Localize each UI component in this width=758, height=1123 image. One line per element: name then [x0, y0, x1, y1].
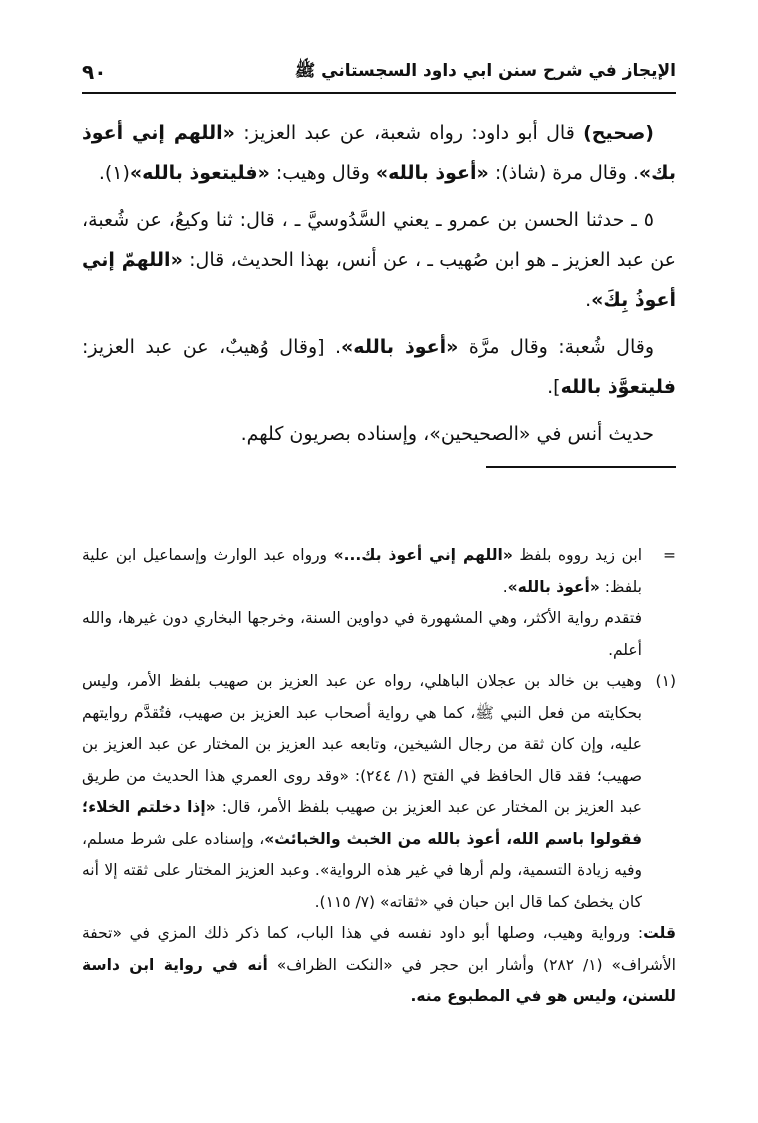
quote-bold: «اللهم إني أعوذ بك...»	[333, 546, 513, 564]
quote-bold: أنه في رواية ابن داسة للسنن، وليس هو في المطبوع منه.	[82, 955, 676, 1005]
footnote-text	[82, 666, 642, 918]
paragraph-hadith-5	[82, 200, 676, 320]
footnote-continuation-2	[82, 603, 676, 666]
text-span: ابن زيد رووه بلفظ	[512, 546, 643, 564]
text-span: قال أبو داود: رواه شعبة، عن عبد العزيز:	[234, 122, 584, 144]
quote-bold: «أعوذ بالله»	[507, 577, 600, 596]
quote-bold: فليتعوَّذ بالله	[560, 376, 676, 398]
quote-bold: «أعوذ بالله»	[341, 336, 459, 358]
text-span: وهيب بن خالد بن عجلان الباهلي، رواه عن عبد العزيز بن صهيب بلفظ الأمر، وليس بحكايته من فعل النبي ﷺ، كما هي رواية أصحاب عبد العزيز بن صهيب، فتُقدَّم روايتهم عليه، وإن كان ثقة من رجال الشيخين، وتابعه عبد العزيز بن المختار عن عبد العزيز بن صهيب؛ فقد قال الحافظ في الفتح (١/ ٢٤٤): «وقد روى العمري هذا الحديث من طريق عبد العزيز بن المختار عن عبد العزيز بن صهيب بلفظ الأمر، قال:	[82, 672, 643, 816]
text-span: وقال شُعبة: وقال مرَّة	[458, 336, 654, 358]
footnote-text	[82, 540, 642, 603]
text-span: ، وإسناده على شرط مسلم، وفيه زيادة التسمية، ولم أرها في غير هذه الرواية». وعبد العزيز المختار على ثقته إلا أنه كان يخطئ كما قال ابن حبان في «ثقاته» (٧/ ١١٥).	[82, 829, 642, 911]
text-span: . [وقال وُهيبٌ، عن عبد العزيز:	[82, 336, 342, 358]
text-span: وقال وهيب:	[269, 162, 376, 184]
footnote-marker: =	[663, 546, 676, 564]
text-span: ].	[547, 376, 561, 398]
main-text	[82, 113, 676, 468]
running-header	[82, 52, 676, 94]
footnote-qult	[82, 918, 676, 1013]
quote-bold: «أعوذ بالله»	[375, 162, 489, 184]
paragraph-shuba	[82, 327, 676, 407]
quote-bold: «اللهمّ إني أعوذُ بِكَ»	[82, 249, 676, 311]
qult-label: قلت	[643, 924, 676, 942]
footnote-text	[82, 918, 676, 1013]
text-span: ٥ ـ حدثنا الحسن بن عمرو ـ يعني السَّدُوسيَّ ـ ، قال: ثنا وكيعُ، عن شُعبة، عن عبد العزيز ـ هو ابن صُهيب ـ ، عن أنس، بهذا الحديث، قال:	[82, 209, 677, 271]
text-span: .	[585, 289, 592, 311]
footnotes	[82, 540, 676, 1013]
text-span: .	[502, 577, 508, 596]
paragraph-grading-summary: حديث أنس في «الصحيحين»، وإسناده بصريون كلهم.	[240, 423, 654, 445]
footnote-marker: (١)	[655, 672, 676, 690]
footnote-ref: (١).	[98, 162, 130, 184]
text-span: ورواه عبد الوارث وإسماعيل ابن علية بلفظ:	[82, 546, 642, 596]
quote-bold: «فليتعوذ بالله»	[129, 162, 270, 184]
paragraph-grading	[82, 113, 676, 193]
text-span: . وقال مرة (شاذ):	[488, 162, 639, 184]
footnote-1	[82, 666, 676, 918]
footnote-continuation	[82, 540, 676, 603]
text-span: : ورواية وهيب، وصلها أبو داود نفسه في هذا الباب، كما ذكر ذلك المزي في «تحفة الأشراف» (١/ ٢٨٢) وأشار ابن حجر في «النكت الظراف»	[82, 924, 676, 974]
quote-bold: «اللهم إني أعوذ بك»	[82, 122, 676, 184]
quote-bold: «إذا دخلتم الخلاء؛ فقولوا باسم الله، أعوذ بالله من الخبث والخبائث»	[82, 798, 642, 848]
grade-label: (صحيح)	[583, 122, 654, 144]
footnote-text: فتقدم رواية الأكثر، وهي المشهورة في دواوين السنة، وخرجها البخاري دون غيرها، والله أعلم.	[82, 609, 642, 659]
footnote-separator	[486, 466, 676, 468]
page-number: ٩٠	[82, 60, 107, 84]
running-title: الإيجاز في شرح سنن ابي داود السجستاني ﷺ	[294, 60, 676, 81]
